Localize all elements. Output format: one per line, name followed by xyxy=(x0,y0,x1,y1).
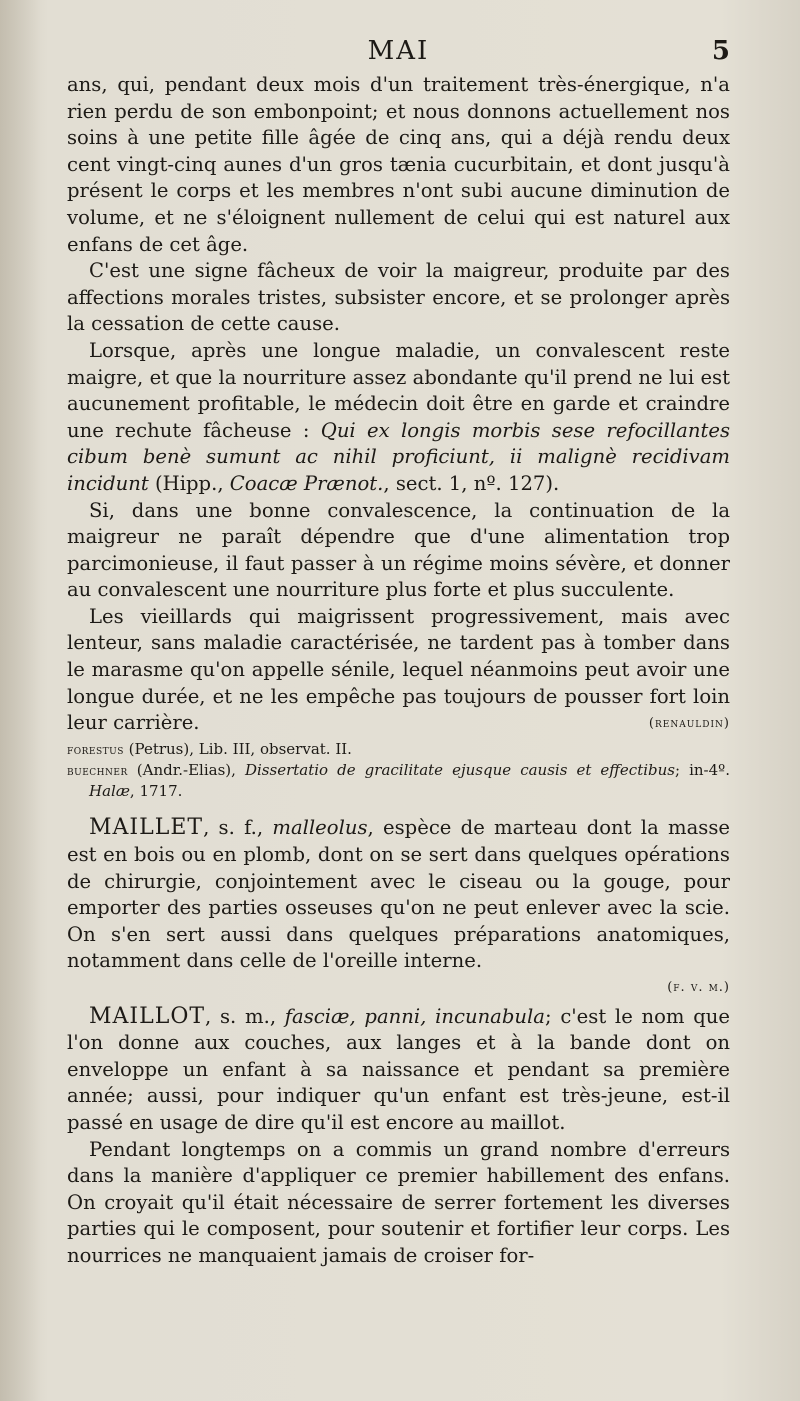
entry-definition: ; c'est le nom que l'on donne aux couches, aux langes et à la bande dont on enveloppe un enfant à sa naissance et pendant sa première année; aussi, pour indiquer qu'un enfant est très-jeune, est-il passé en usage de dire qu'il est encore au maillot. xyxy=(67,1004,730,1134)
reference-author: forestus xyxy=(67,742,124,758)
reference-place: Halæ xyxy=(89,782,130,801)
citation-work: Coacæ Prænot. xyxy=(229,471,384,495)
author-signature: (renauldin) xyxy=(648,715,730,731)
reference-format: ; in-4º. xyxy=(674,761,730,780)
author-signature: (f. v. m.) xyxy=(667,980,730,995)
citation-open: (Hipp., xyxy=(155,471,224,495)
paper-foxing xyxy=(0,0,40,1401)
reference-item xyxy=(67,760,730,801)
headword: MAILLET xyxy=(89,815,204,841)
grammar-note: , s. f., xyxy=(203,816,264,840)
paragraph-convalescent xyxy=(67,338,730,498)
paragraph-swaddling: Pendant longtemps on a commis un grand nombre d'erreurs dans la manière d'appliquer ce premier habillement des enfans. On croyait qu'il était nécessaire de serrer fortement les diverses parties qui le composent, pour soutenir et fortifier leur corps. Les nourrices ne manquaient jamais de croiser for- xyxy=(67,1137,730,1267)
body-text xyxy=(67,72,730,1270)
entry-maillot xyxy=(67,1004,730,1137)
latin-equivalent: fasciæ, panni, incunabula xyxy=(284,1004,545,1028)
paragraph-continuation: ans, qui, pendant deux mois d'un traitement très-énergique, n'a rien perdu de son embonpoint; et nous donnons actuellement nos soins à une petite fille âgée de cinq ans, qui a déjà rendu deux cent vingt-cinq aunes d'un gros tænia cucurbitain, et dont jusqu'à présent le corps et les membres n'ont subi aucune diminution de volume, et ne s'éloignent nullement de celui qui est naturel aux enfans de cet âge. xyxy=(67,73,730,256)
paragraph-moral-affections: C'est une signe fâcheux de voir la maigreur, produite par des affections morales tristes, subsister encore, et se prolonger après la cessation de cette cause. xyxy=(67,259,730,336)
grammar-note: , s. m., xyxy=(205,1004,277,1028)
reference-details: (Petrus), Lib. III, observat. II. xyxy=(128,740,352,759)
citation-close: , sect. 1, nº. 127). xyxy=(383,471,560,495)
hippocrates-quote: Qui ex longis morbis sese refocillantes cibum benè sumunt ac nihil proficiunt, ii malignè recidivam incidunt xyxy=(67,418,730,495)
latin-equivalent: malleolus xyxy=(272,816,368,840)
reference-title: Dissertatio de gracilitate ejusque causis et effectibus xyxy=(244,761,675,780)
reference-details: (Andr.-Elias), xyxy=(136,761,236,780)
entry-definition: , espèce de marteau dont la masse est en bois ou en plomb, dont on se sert dans quelques opérations de chirurgie, conjointement avec le ciseau ou la gouge, pour emporter des parties osseuses qu'on ne peut enlever avec la scie. On s'en sert aussi dans quelques préparations anatomiques, notamment dans celle de l'oreille interne. xyxy=(67,816,730,973)
headword: MAILLOT xyxy=(89,1003,206,1029)
bibliography xyxy=(67,739,730,801)
reference-year: , 1717. xyxy=(129,782,183,801)
page-header xyxy=(67,36,730,70)
paragraph-diet: Si, dans une bonne convalescence, la continuation de la maigreur ne paraît dépendre que d'une alimentation trop parcimonieuse, il faut passer à un régime moins sévère, et donner au convalescent une nourriture plus forte et plus succulente. xyxy=(67,498,730,602)
entry-maillet xyxy=(67,815,730,975)
convalescent-text: Lorsque, après une longue maladie, un convalescent reste maigre, et que la nourriture assez abondante qu'il prend ne lui est aucunement profitable, le médecin doit être en garde et craindre une rechute fâcheuse : xyxy=(67,338,730,442)
paragraph-elderly: Les vieillards qui maigrissent progressivement, mais avec lenteur, sans maladie caractérisée, ne tardent pas à tomber dans le marasme qu'on appelle sénile, lequel néanmoins peut avoir une longue durée, et ne les empêche pas toujours de pousser fort loin leur carrière. xyxy=(67,604,730,735)
page-number: 5 xyxy=(711,36,730,66)
reference-author: buechner xyxy=(67,763,128,779)
running-head: MAI xyxy=(367,36,430,66)
reference-item xyxy=(67,739,730,760)
